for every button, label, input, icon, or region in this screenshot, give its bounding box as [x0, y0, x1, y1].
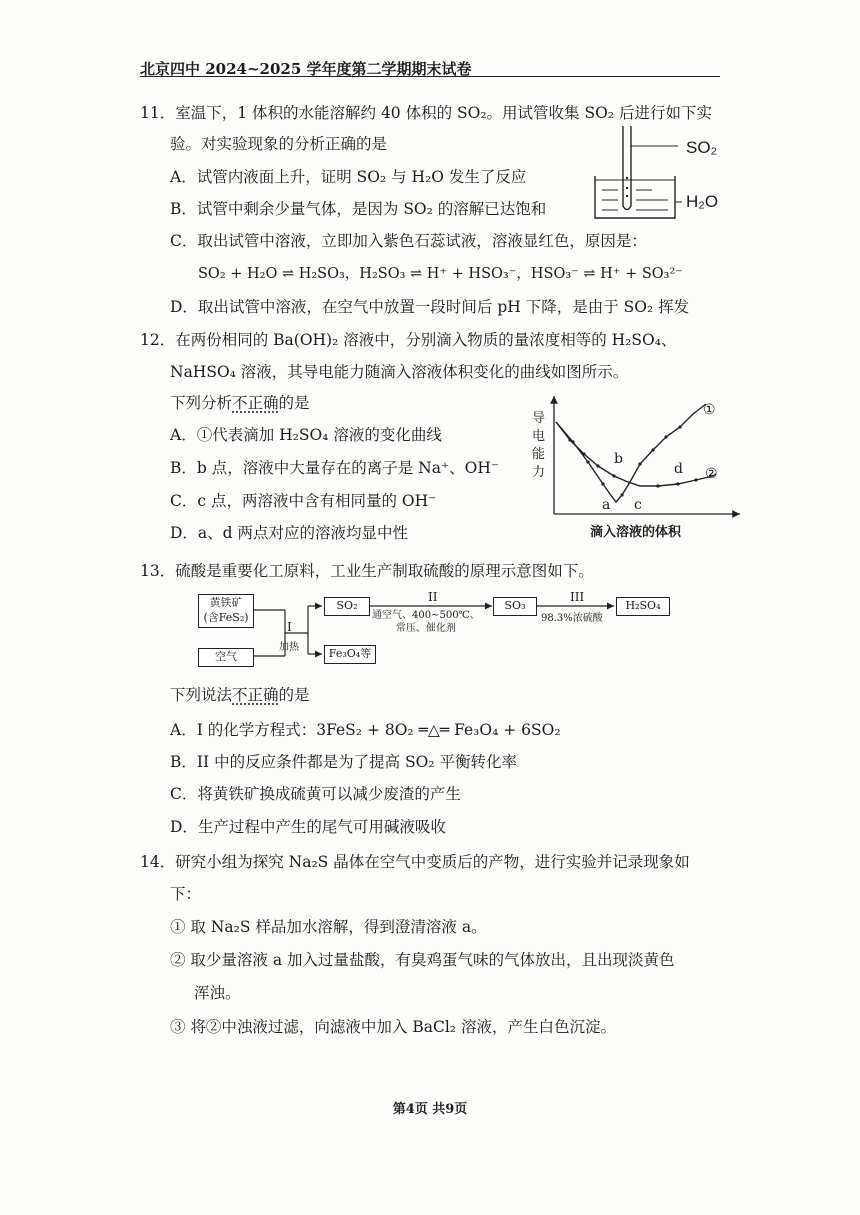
- q14-stem-line2: 下：: [170, 885, 202, 903]
- point-c-label: c: [634, 497, 642, 513]
- q13-sub-not: 不正确: [232, 686, 279, 704]
- box-pyrite-text: 黄铁矿 (含FeS₂): [203, 596, 249, 624]
- step-3-label: III: [570, 590, 585, 604]
- q11-option-c: C．取出试管中溶液，立即加入紫色石蕊试液，溶液显红色，原因是：: [170, 232, 647, 250]
- box-so2: SO₂: [324, 597, 370, 616]
- graph-x-label: 滴入溶液的体积: [590, 525, 682, 540]
- label-h2o: H₂O: [686, 192, 719, 211]
- q12-sub-post: 的是: [278, 394, 310, 412]
- q14-step-1: ① 取 Na₂S 样品加水溶解，得到澄清溶液 a。: [170, 918, 487, 936]
- q12-option-b: B．b 点，溶液中大量存在的离子是 Na⁺、OH⁻: [170, 459, 500, 477]
- graph-y-label: 导电能力: [532, 411, 546, 480]
- q12-option-d: D．a、d 两点对应的溶液均显中性: [170, 524, 409, 542]
- q14-stem-line1: 14．研究小组为探究 Na₂S 晶体在空气中变质后的产物，进行实验并记录现象如: [140, 853, 690, 871]
- q13-stem: 13．硫酸是重要化工原料，工业生产制取硫酸的原理示意图如下。: [140, 562, 594, 580]
- point-a-label: a: [602, 497, 611, 513]
- q11-option-a: A．试管内液面上升，证明 SO₂ 与 H₂O 发生了反应: [170, 168, 527, 186]
- point-d-label: d: [674, 461, 683, 477]
- exam-header: 北京四中 2024~2025 学年度第二学期期末试卷: [140, 60, 472, 78]
- point-b-label: b: [614, 451, 623, 467]
- page-footer: 第4页 共9页: [392, 1102, 468, 1117]
- q13-option-a: A．I 的化学方程式：3FeS₂ + 8O₂ ═△═ Fe₃O₄ + 6SO₂: [170, 721, 561, 739]
- q11-stem-line2: 验。对实验现象的分析正确的是: [170, 135, 388, 153]
- step-2-label: II: [428, 590, 438, 604]
- q12-sub-pre: 下列分析: [170, 394, 233, 412]
- label-so2: SO₂: [686, 138, 718, 157]
- step-1-condition: 加热: [279, 642, 299, 653]
- q12-sub-not: 不正确: [232, 394, 279, 412]
- curve-2-label: ②: [705, 466, 718, 482]
- q14-step-2-line2: 浑浊。: [194, 984, 241, 1002]
- box-fe3o4: Fe₃O₄等: [324, 645, 376, 664]
- q13-option-b: B．II 中的反应条件都是为了提高 SO₂ 平衡转化率: [170, 753, 517, 771]
- q13-sub-pre: 下列说法: [170, 686, 233, 704]
- q13-subprompt: [170, 685, 310, 705]
- q13-option-d: D．生产过程中产生的尾气可用碱液吸收: [170, 818, 446, 836]
- q14-step-3: ③ 将②中浊液过滤，向滤液中加入 BaCl₂ 溶液，产生白色沉淀。: [170, 1018, 616, 1036]
- step-1-label: I: [287, 620, 292, 634]
- step-2-condition: 通空气、400~500℃、 常压、催化剂: [372, 610, 480, 634]
- q12-option-c: C．c 点，两溶液中含有相同量的 OH⁻: [170, 492, 437, 510]
- header-rule: [140, 76, 720, 77]
- q13-option-c: C．将黄铁矿换成硫黄可以减少废渣的产生: [170, 785, 461, 803]
- curve-1-label: ①: [703, 402, 716, 418]
- q12-stem-line2: NaHSO₄ 溶液，其导电能力随滴入溶液体积变化的曲线如图所示。: [170, 363, 629, 381]
- q11-option-d: D．取出试管中溶液，在空气中放置一段时间后 pH 下降，是由于 SO₂ 挥发: [170, 298, 690, 316]
- q12-option-a: A．①代表滴加 H₂SO₄ 溶液的变化曲线: [170, 426, 442, 444]
- box-air: 空气: [198, 648, 254, 667]
- q12-stem-line1: 12．在两份相同的 Ba(OH)₂ 溶液中，分别滴入物质的量浓度相等的 H₂SO₄、: [140, 331, 677, 349]
- q11-option-c-equation: SO₂ + H₂O ⇌ H₂SO₃，H₂SO₃ ⇌ H⁺ + HSO₃⁻，HSO₃⁻ ⇌ H⁺ + SO₃²⁻: [198, 266, 683, 282]
- q12-subprompt: [170, 393, 310, 413]
- box-pyrite: [198, 594, 254, 628]
- q11-option-b: B．试管中剩余少量气体，是因为 SO₂ 的溶解已达饱和: [170, 200, 547, 218]
- q11-stem-line1: 11．室温下，1 体积的水能溶解约 40 体积的 SO₂。用试管收集 SO₂ 后进行如下实: [140, 104, 712, 122]
- q14-step-2-line1: ② 取少量溶液 a 加入过量盐酸，有臭鸡蛋气味的气体放出，且出现淡黄色: [170, 951, 675, 969]
- box-h2so4: H₂SO₄: [616, 597, 670, 616]
- conductivity-graph: [548, 392, 748, 522]
- box-so3: SO₃: [493, 597, 537, 616]
- q13-sub-post: 的是: [278, 686, 310, 704]
- step-3-condition: 98.3%浓硫酸: [541, 613, 603, 624]
